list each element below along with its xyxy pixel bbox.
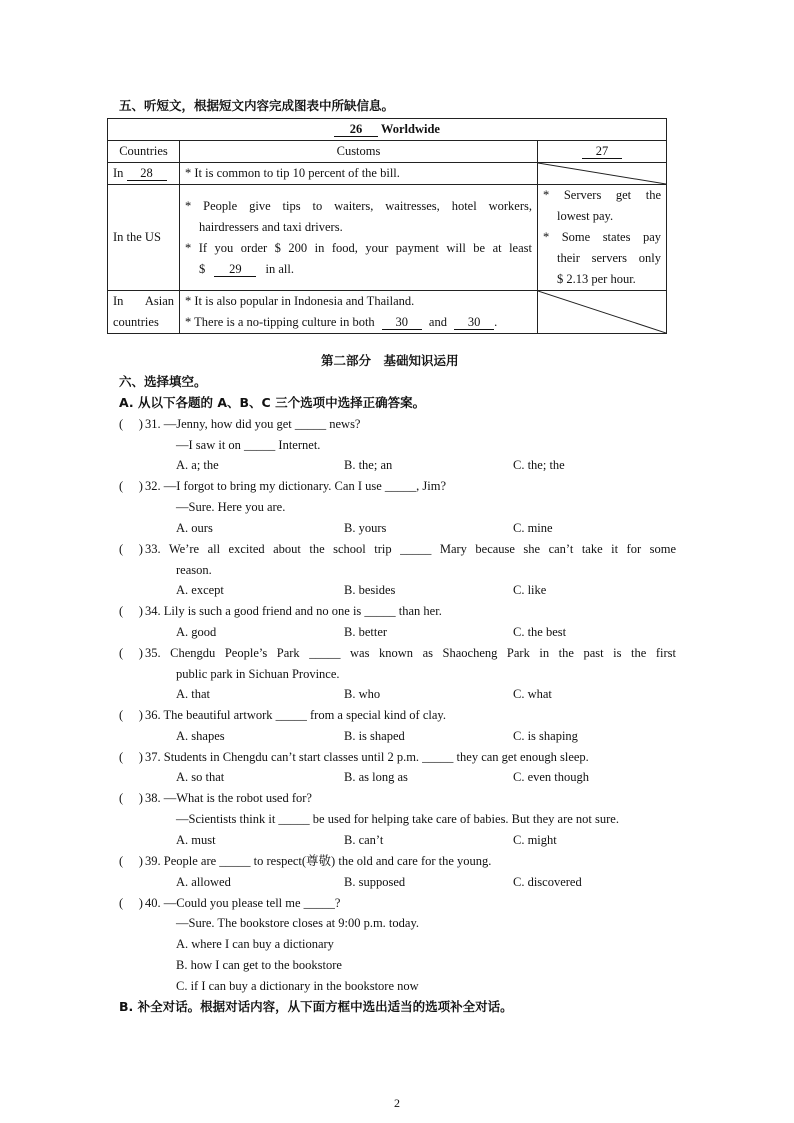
row-us-col3-2b: their servers only <box>557 251 661 265</box>
section-6-title: 六、选择填空。 <box>119 374 207 389</box>
table-header-row <box>108 141 667 163</box>
option-39-c: C. discovered <box>513 875 582 889</box>
answer-paren-33[interactable]: ( ) <box>119 542 143 556</box>
table-title <box>108 119 667 141</box>
blank-27: 27 <box>582 144 622 159</box>
question-34-stem: 34. Lily is such a good friend and no one is _____ than her. <box>145 604 442 618</box>
answer-paren-36[interactable]: ( ) <box>119 708 143 722</box>
option-38-a: A. must <box>176 833 216 847</box>
option-39-a: A. allowed <box>176 875 231 889</box>
option-33-c: C. like <box>513 583 547 597</box>
row-asia <box>108 291 667 334</box>
question-31-stem: 31. —Jenny, how did you get _____ news? <box>145 417 361 431</box>
blank-30-a: 30 <box>382 315 422 330</box>
row-in-prefix: In <box>113 166 124 180</box>
question-38-stem: 38. —What is the robot used for? <box>145 791 312 805</box>
option-31-a: A. a; the <box>176 458 219 472</box>
row-us-col3-1a: * Servers get the <box>543 188 661 202</box>
option-35-a: A. that <box>176 687 211 701</box>
question-36-stem: 36. The beautiful artwork _____ from a special kind of clay. <box>145 708 446 722</box>
section-5-title: 五、听短文，根据短文内容完成图表中所缺信息。 <box>119 98 395 113</box>
option-40-c: C. if I can buy a dictionary in the bookstore now <box>176 979 419 993</box>
row-us-custom2a: * If you order $ 200 in food, your payment will be at least <box>185 240 532 255</box>
question-33-line2: reason. <box>176 563 212 577</box>
option-36-a: A. shapes <box>176 729 225 743</box>
option-32-c: C. mine <box>513 521 553 535</box>
option-34-b: B. better <box>344 625 388 639</box>
option-36-b: B. is shaped <box>344 729 405 743</box>
row-asia-customs <box>180 291 538 334</box>
row-asia-diagonal-cell <box>538 291 667 334</box>
question-35-stem: 35. Chengdu People’s Park _____ was known as Shaocheng Park in the past is the first <box>145 646 676 660</box>
section-6-sub-b: B. 补全对话。根据对话内容，从下面方框中选出适当的选项补全对话。 <box>119 999 513 1014</box>
tipping-table <box>107 118 667 334</box>
option-36-c: C. is shaping <box>513 729 578 743</box>
row-asia-custom2 <box>185 312 532 333</box>
blank-28: 28 <box>127 166 167 181</box>
row-in-country <box>108 163 180 185</box>
option-40-b: B. how I can get to the bookstore <box>176 958 342 972</box>
answer-paren-32[interactable]: ( ) <box>119 479 143 493</box>
option-37-c: C. even though <box>513 770 590 784</box>
page-number: 2 <box>394 1096 400 1110</box>
question-39-stem: 39. People are _____ to respect(尊敬) the old and care for the young. <box>145 854 492 868</box>
part-2-title: 第二部分 基础知识运用 <box>321 353 459 368</box>
option-37-a: A. so that <box>176 770 225 784</box>
row-in-diagonal-cell <box>538 163 667 185</box>
option-34-a: A. good <box>176 625 217 639</box>
row-asia-country <box>108 291 180 334</box>
question-40-line2: —Sure. The bookstore closes at 9:00 p.m. today. <box>176 916 420 930</box>
row-asia-custom2-period: . <box>494 315 498 329</box>
row-us-col3-1b: lowest pay. <box>557 209 614 223</box>
row-us <box>108 185 667 291</box>
row-us-custom1b: hairdressers and taxi drivers. <box>199 219 343 234</box>
question-38-line2: —Scientists think it _____ be used for helping take care of babies. But they are not sure. <box>176 812 619 826</box>
option-33-b: B. besides <box>344 583 396 597</box>
row-asia-custom2-and: and <box>428 315 447 329</box>
diagonal-line <box>538 163 666 184</box>
row-asia-country-b: countries <box>113 315 159 329</box>
question-32-stem: 32. —I forgot to bring my dictionary. Can I use _____, Jim? <box>145 479 447 493</box>
option-34-c: C. the best <box>513 625 567 639</box>
table-title-row <box>108 119 667 141</box>
answer-paren-37[interactable]: ( ) <box>119 750 143 764</box>
option-31-c: C. the; the <box>513 458 565 472</box>
answer-paren-35[interactable]: ( ) <box>119 646 143 660</box>
row-us-custom1a: * People give tips to waiters, waitresses, hotel workers, <box>185 198 532 213</box>
row-asia-custom2-prefix: * There is a no-tipping culture in both <box>185 315 375 329</box>
row-us-custom2b <box>185 259 532 280</box>
dollar-sign: $ <box>199 261 206 276</box>
table-title-word: Worldwide <box>380 122 440 136</box>
answer-paren-31[interactable]: ( ) <box>119 417 143 431</box>
option-32-a: A. ours <box>176 521 213 535</box>
row-us-col3-2a: * Some states pay <box>543 230 661 244</box>
header-countries: Countries <box>108 141 180 163</box>
option-39-b: B. supposed <box>344 875 406 889</box>
row-asia-country-a: In Asian <box>113 294 174 308</box>
option-38-c: C. might <box>513 833 557 847</box>
row-us-col3 <box>538 185 667 291</box>
answer-paren-34[interactable]: ( ) <box>119 604 143 618</box>
option-32-b: B. yours <box>344 521 387 535</box>
header-customs: Customs <box>180 141 538 163</box>
answer-paren-39[interactable]: ( ) <box>119 854 143 868</box>
question-32-line2: —Sure. Here you are. <box>176 500 286 514</box>
option-31-b: B. the; an <box>344 458 393 472</box>
section-6-sub-a: A. 从以下各题的 A、B、C 三个选项中选择正确答案。 <box>119 395 426 410</box>
blank-29: 29 <box>214 262 256 277</box>
option-35-c: C. what <box>513 687 552 701</box>
row-asia-custom1: * It is also popular in Indonesia and Thailand. <box>185 294 415 308</box>
answer-paren-38[interactable]: ( ) <box>119 791 143 805</box>
row-in <box>108 163 667 185</box>
blank-26: 26 <box>334 122 378 137</box>
question-31-line2: —I saw it on _____ Internet. <box>176 438 321 452</box>
question-37-stem: 37. Students in Chengdu can’t start classes until 2 p.m. _____ they can get enough sleep. <box>145 750 589 764</box>
header-col3 <box>538 141 667 163</box>
row-us-country: In the US <box>108 185 180 291</box>
option-35-b: B. who <box>344 687 381 701</box>
row-us-col3-2c: $ 2.13 per hour. <box>557 272 636 286</box>
in-all-text: in all. <box>265 261 294 276</box>
answer-paren-40[interactable]: ( ) <box>119 896 143 910</box>
blank-30-b: 30 <box>454 315 494 330</box>
question-40-stem: 40. —Could you please tell me _____? <box>145 896 341 910</box>
diagonal-line <box>538 291 666 333</box>
option-40-a: A. where I can buy a dictionary <box>176 937 334 951</box>
row-us-customs <box>180 185 538 291</box>
option-33-a: A. except <box>176 583 224 597</box>
question-35-line2: public park in Sichuan Province. <box>176 667 340 681</box>
row-in-custom: * It is common to tip 10 percent of the bill. <box>180 163 538 185</box>
option-38-b: B. can’t <box>344 833 384 847</box>
option-37-b: B. as long as <box>344 770 408 784</box>
question-33-stem: 33. We’re all excited about the school trip _____ Mary because she can’t take it for some <box>145 542 676 556</box>
